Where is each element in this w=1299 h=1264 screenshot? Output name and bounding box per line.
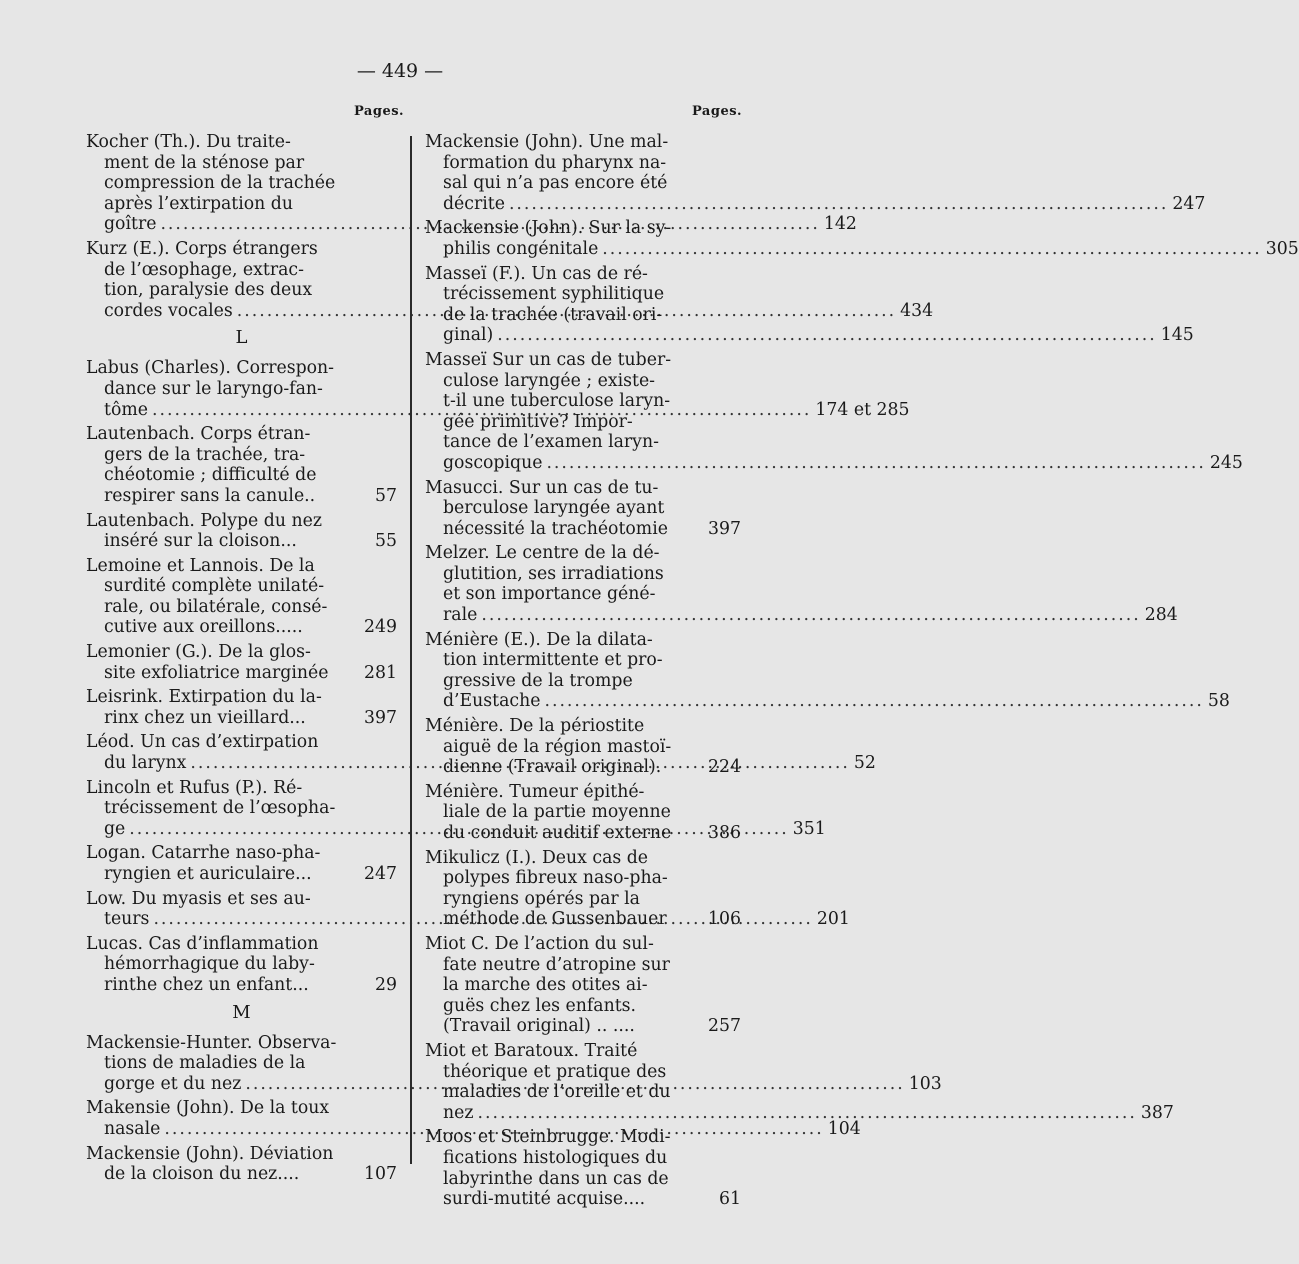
page-reference: 142	[823, 214, 857, 235]
page-reference: 201	[816, 909, 850, 930]
entry-text: de l’œsophage, extrac-	[104, 259, 304, 280]
index-entry	[425, 1127, 741, 1209]
entry-heading-text: Lucas. Cas d’inflammation	[86, 933, 319, 954]
entry-line	[86, 424, 397, 445]
page-reference: 103	[908, 1073, 942, 1094]
page-reference: 387	[1140, 1102, 1174, 1123]
entry-heading-text: Masseï (F.). Un cas de ré-	[425, 263, 648, 284]
entry-heading-text: Mackensie (John). Déviation	[86, 1143, 334, 1164]
entry-text: goître	[104, 214, 157, 235]
entry-text: gorge et du nez	[104, 1073, 242, 1094]
entry-line	[425, 757, 741, 778]
entry-heading-text: Miot C. De l’action du sul-	[425, 933, 654, 954]
entry-line	[86, 617, 397, 638]
entry-text: trécissement syphilitique	[443, 284, 665, 305]
entry-text: méthode de Gussenbauer	[443, 909, 667, 930]
page-reference: 174 et 285	[815, 399, 910, 420]
entry-line	[86, 687, 397, 708]
entry-text: décrite	[443, 193, 505, 214]
entry-line	[425, 630, 741, 651]
entry-line	[425, 650, 741, 671]
index-entry	[86, 843, 397, 884]
entry-text: cutive aux oreillons.....	[104, 617, 303, 638]
page-reference: 61	[719, 1189, 741, 1210]
entry-text: tions de maladies de la	[104, 1053, 306, 1074]
entry-text: de la cloison du nez....	[104, 1164, 300, 1185]
entry-text: gers de la trachée, tra-	[104, 444, 306, 465]
entry-line	[86, 1098, 397, 1119]
entry-heading-text: Moos et Steinbrugge. Modi-	[425, 1127, 671, 1148]
entry-line	[86, 843, 397, 864]
entry-text: teurs	[104, 909, 150, 930]
entry-line	[425, 1082, 741, 1103]
entry-heading-text: Kocher (Th.). Du traite-	[86, 132, 291, 152]
entry-line	[425, 543, 741, 564]
entry-heading-text: Lemonier (G.). De la glos-	[86, 642, 311, 663]
entry-line	[425, 823, 741, 844]
entry-text: après l’extirpation du	[104, 193, 293, 214]
entry-heading-text: Lincoln et Rufus (P.). Ré-	[86, 777, 303, 798]
entry-line	[86, 465, 397, 486]
entry-text: (Travail original) .. ....	[443, 1016, 635, 1037]
page-reference: 247	[1172, 193, 1206, 214]
entry-heading-text: Mackensie (John). Une mal-	[425, 132, 669, 152]
column-divider	[410, 136, 412, 1164]
entry-line	[86, 194, 397, 215]
entry-text: tion, paralysie des deux	[104, 280, 313, 301]
entry-heading-text: Lemoine et Lannois. De la	[86, 555, 315, 576]
index-entry	[425, 934, 741, 1037]
entry-text: rale	[443, 605, 478, 626]
entry-text: ryngien et auriculaire...	[104, 864, 312, 884]
entry-text: glutition, ses irradiations	[443, 563, 664, 584]
entry-text: labyrinthe dans un cas de	[443, 1168, 669, 1189]
entry-heading-text: Leisrink. Extirpation du la-	[86, 687, 322, 708]
page-reference: 249	[364, 617, 397, 638]
entry-line	[425, 452, 1243, 474]
entry-text: rinx chez un vieillard...	[104, 707, 306, 728]
entry-line	[86, 153, 397, 174]
entry-line	[425, 132, 741, 153]
entry-line	[425, 605, 1178, 626]
entry-line	[425, 519, 741, 540]
entry-line	[425, 1127, 741, 1148]
entry-heading-text: Labus (Charles). Correspon-	[86, 358, 335, 379]
entry-text: cordes vocales	[104, 300, 233, 321]
page-reference: 245	[1209, 452, 1243, 473]
entry-line	[86, 445, 397, 466]
leader-dots	[497, 325, 1156, 346]
page-reference: 145	[1160, 325, 1194, 346]
entry-line	[425, 1016, 741, 1037]
page-reference: 397	[364, 707, 397, 728]
page-reference: 434	[900, 300, 934, 321]
entry-heading-text: Melzer. Le centre de la dé-	[425, 543, 660, 564]
entry-line	[425, 193, 1206, 215]
entry-text: trécissement de l’œsopha-	[104, 798, 336, 819]
entry-line	[425, 584, 741, 605]
page-reference: 257	[708, 1016, 741, 1037]
entry-line	[86, 642, 397, 663]
entry-line	[86, 798, 397, 819]
leader-dots	[477, 1103, 1136, 1124]
entry-heading-text: Ménière. De la périostite	[425, 716, 645, 737]
entry-line	[86, 173, 397, 194]
entry-text: hémorrhagique du laby-	[104, 954, 315, 975]
entry-line	[425, 1062, 741, 1083]
entry-line	[86, 597, 397, 618]
entry-text: respirer sans la canule..	[104, 485, 316, 506]
entry-heading-text: Lautenbach. Corps étran-	[86, 424, 311, 445]
page-reference: 107	[364, 1164, 397, 1185]
pages-label-left: Pages.	[354, 104, 405, 119]
entry-line	[425, 371, 741, 392]
index-entry	[86, 642, 397, 683]
entry-line	[86, 239, 397, 260]
entry-line	[425, 1169, 741, 1190]
entry-line	[86, 531, 397, 552]
page-number: — 449 —	[356, 60, 444, 82]
page-reference: 386	[708, 823, 741, 843]
entry-line	[425, 934, 741, 955]
index-entry	[425, 132, 1206, 214]
entry-line	[86, 556, 397, 577]
entry-text: sal qui n’a pas encore été	[443, 173, 668, 194]
entry-heading-text: Ménière. Tumeur épithé-	[425, 781, 645, 802]
entry-heading-text: Mikulicz (I.). Deux cas de	[425, 847, 649, 868]
entry-line	[86, 576, 397, 597]
pages-label-right: Pages.	[692, 104, 743, 119]
entry-text: fate neutre d’atropine sur	[443, 954, 670, 975]
entry-heading-text: Ménière (E.). De la dilata-	[425, 629, 653, 650]
entry-line	[86, 379, 397, 400]
entry-line	[86, 663, 397, 684]
index-entry	[425, 629, 1230, 712]
entry-text: aiguë de la région mastoï-	[443, 736, 672, 757]
entry-line	[86, 708, 397, 729]
entry-line	[425, 848, 741, 869]
leader-dots	[544, 691, 1203, 712]
entry-text: gressive de la trompe	[443, 670, 633, 691]
entry-line	[425, 153, 741, 174]
entry-text: ment de la sténose par	[104, 152, 305, 173]
entry-text: d’Eustache	[443, 691, 541, 712]
page-reference: 351	[792, 818, 826, 839]
entry-line	[425, 564, 741, 585]
entry-line	[425, 432, 741, 453]
entry-text: maladies de l’oreille et du	[443, 1082, 671, 1103]
entry-text: culose laryngée ; existe-	[443, 370, 656, 391]
entry-text: ryngiens opérés par la	[443, 888, 640, 909]
entry-text: berculose laryngée ayant	[443, 498, 665, 519]
page-reference: 29	[375, 974, 397, 995]
entry-text: t-il une tuberculose laryn-	[443, 391, 671, 412]
entry-line	[425, 238, 1299, 260]
entry-text: guës chez les enfants.	[443, 995, 637, 1016]
page-reference: 104	[827, 1118, 861, 1139]
entry-line	[425, 173, 741, 194]
entry-line	[425, 391, 741, 412]
index-entry	[86, 556, 397, 638]
entry-line	[86, 486, 397, 507]
entry-heading-text: Kurz (E.). Corps étrangers	[86, 238, 318, 259]
entry-text: compression de la trachée	[104, 173, 336, 194]
entry-line	[86, 889, 397, 910]
page-reference: 305	[1265, 238, 1299, 259]
entry-text: gée primitive? Impor-	[443, 411, 633, 432]
page-reference: 57	[375, 485, 397, 506]
index-entry	[86, 511, 397, 552]
entry-heading-text: Mackensie (John). Sur la sy-	[425, 218, 672, 239]
entry-text: rinthe chez un enfant...	[104, 974, 309, 995]
entry-text: nasale	[104, 1118, 161, 1139]
entry-line	[425, 478, 741, 499]
entry-text: nécessité la trachéotomie	[443, 518, 668, 539]
entry-line	[425, 264, 741, 285]
entry-line	[425, 889, 741, 910]
entry-text: et son importance géné-	[443, 584, 656, 605]
entry-line	[86, 132, 397, 153]
entry-text: nez	[443, 1102, 474, 1123]
section-letter: L	[235, 327, 248, 349]
entry-line	[86, 954, 397, 975]
entry-line	[86, 975, 397, 996]
entry-text: dienne (Travail original).	[443, 757, 662, 778]
entry-line	[425, 737, 741, 758]
entry-text: surdi-mutité acquise....	[443, 1189, 646, 1210]
index-entry	[425, 848, 741, 930]
entry-heading-text: Miot et Baratoux. Traité	[425, 1040, 638, 1061]
entry-line	[425, 412, 741, 433]
entry-line	[425, 909, 741, 930]
entry-line	[425, 325, 1194, 346]
entry-line	[86, 280, 397, 301]
entry-text: dance sur le laryngo-fan-	[104, 378, 323, 399]
page-reference: 106	[708, 909, 741, 930]
leader-dots	[509, 194, 1168, 215]
entry-line	[425, 782, 741, 803]
entry-line	[86, 1164, 397, 1185]
page-reference: 52	[853, 753, 876, 774]
entry-line	[86, 934, 397, 955]
entry-line	[86, 1053, 397, 1074]
entry-text: goscopique	[443, 452, 543, 473]
entry-text: du conduit auditif externe	[443, 823, 672, 843]
entry-text: philis congénitale	[443, 238, 599, 259]
entry-line	[425, 305, 741, 326]
entry-line	[425, 996, 741, 1017]
entry-text: ge	[104, 818, 126, 839]
index-entry	[86, 1144, 397, 1185]
entry-text: de la trachée (travail ori-	[443, 304, 663, 325]
entry-text: ginal)	[443, 325, 494, 346]
entry-line	[425, 1148, 741, 1169]
entry-line	[425, 802, 741, 823]
entry-line	[86, 1033, 397, 1054]
entry-text: tance de l’examen laryn-	[443, 432, 659, 453]
index-entry	[425, 782, 741, 844]
entry-text: théorique et pratique des	[443, 1061, 667, 1082]
entry-heading-text: Mackensie-Hunter. Observa-	[86, 1032, 337, 1053]
entry-line	[86, 260, 397, 281]
entry-line	[425, 691, 1230, 712]
entry-text: tôme	[104, 399, 148, 420]
entry-text: chéotomie ; difficulté de	[104, 465, 317, 486]
entry-line	[425, 975, 741, 996]
page-reference: 397	[708, 518, 741, 539]
index-entry	[425, 543, 1178, 626]
page-reference: 55	[375, 531, 397, 552]
entry-line	[86, 778, 397, 799]
entry-line	[425, 284, 741, 305]
entry-line	[425, 498, 741, 519]
index-entry	[425, 716, 741, 778]
entry-text: tion intermittente et pro-	[443, 650, 663, 671]
leader-dots	[481, 605, 1140, 626]
leader-dots	[546, 453, 1205, 474]
entry-text: rale, ou bilatérale, consé-	[104, 596, 328, 617]
entry-heading-text: Masucci. Sur un cas de tu-	[425, 477, 659, 498]
entry-heading-text: Masseï Sur un cas de tuber-	[425, 349, 672, 370]
entry-heading-text: Low. Du myasis et ses au-	[86, 888, 311, 909]
entry-line	[86, 732, 397, 753]
entry-text: inséré sur la cloison...	[104, 531, 297, 552]
entry-line	[86, 358, 397, 379]
index-entry	[86, 934, 397, 996]
section-letter: M	[232, 1001, 251, 1023]
page-reference: 224	[708, 757, 741, 778]
entry-heading-text: Makensie (John). De la toux	[86, 1098, 330, 1119]
entry-heading-text: Léod. Un cas d’extirpation	[86, 732, 319, 753]
entry-heading-text: Lautenbach. Polype du nez	[86, 510, 322, 531]
entry-line	[425, 1102, 1174, 1124]
entry-line	[425, 868, 741, 889]
entry-line	[86, 511, 397, 532]
index-entry	[86, 424, 397, 506]
entry-line	[425, 955, 741, 976]
entry-line	[86, 864, 397, 885]
entry-text: polypes fibreux naso-pha-	[443, 868, 668, 889]
entry-line	[425, 1041, 741, 1062]
entry-line	[425, 716, 741, 737]
page-reference: 58	[1207, 691, 1230, 712]
entry-text: site exfoliatrice marginée	[104, 662, 329, 683]
entry-text: formation du pharynx na-	[443, 152, 667, 173]
entry-line	[425, 218, 741, 239]
index-entry	[86, 687, 397, 728]
entry-line	[86, 1144, 397, 1165]
leader-dots	[602, 239, 1261, 260]
entry-text: la marche des otites ai-	[443, 975, 648, 996]
entry-heading-text: Logan. Catarrhe naso-pha-	[86, 843, 321, 864]
page-reference: 247	[364, 864, 397, 884]
entry-line	[425, 350, 741, 371]
page-reference: 284	[1144, 605, 1178, 626]
entry-text: surdité complète unilaté-	[104, 576, 325, 597]
entry-line	[425, 671, 741, 692]
page-reference: 281	[364, 662, 397, 683]
entry-text: liale de la partie moyenne	[443, 802, 671, 823]
entry-line	[425, 1189, 741, 1210]
entry-text: fications histologiques du	[443, 1147, 668, 1168]
index-entry	[425, 478, 741, 540]
entry-text: du larynx	[104, 753, 187, 774]
